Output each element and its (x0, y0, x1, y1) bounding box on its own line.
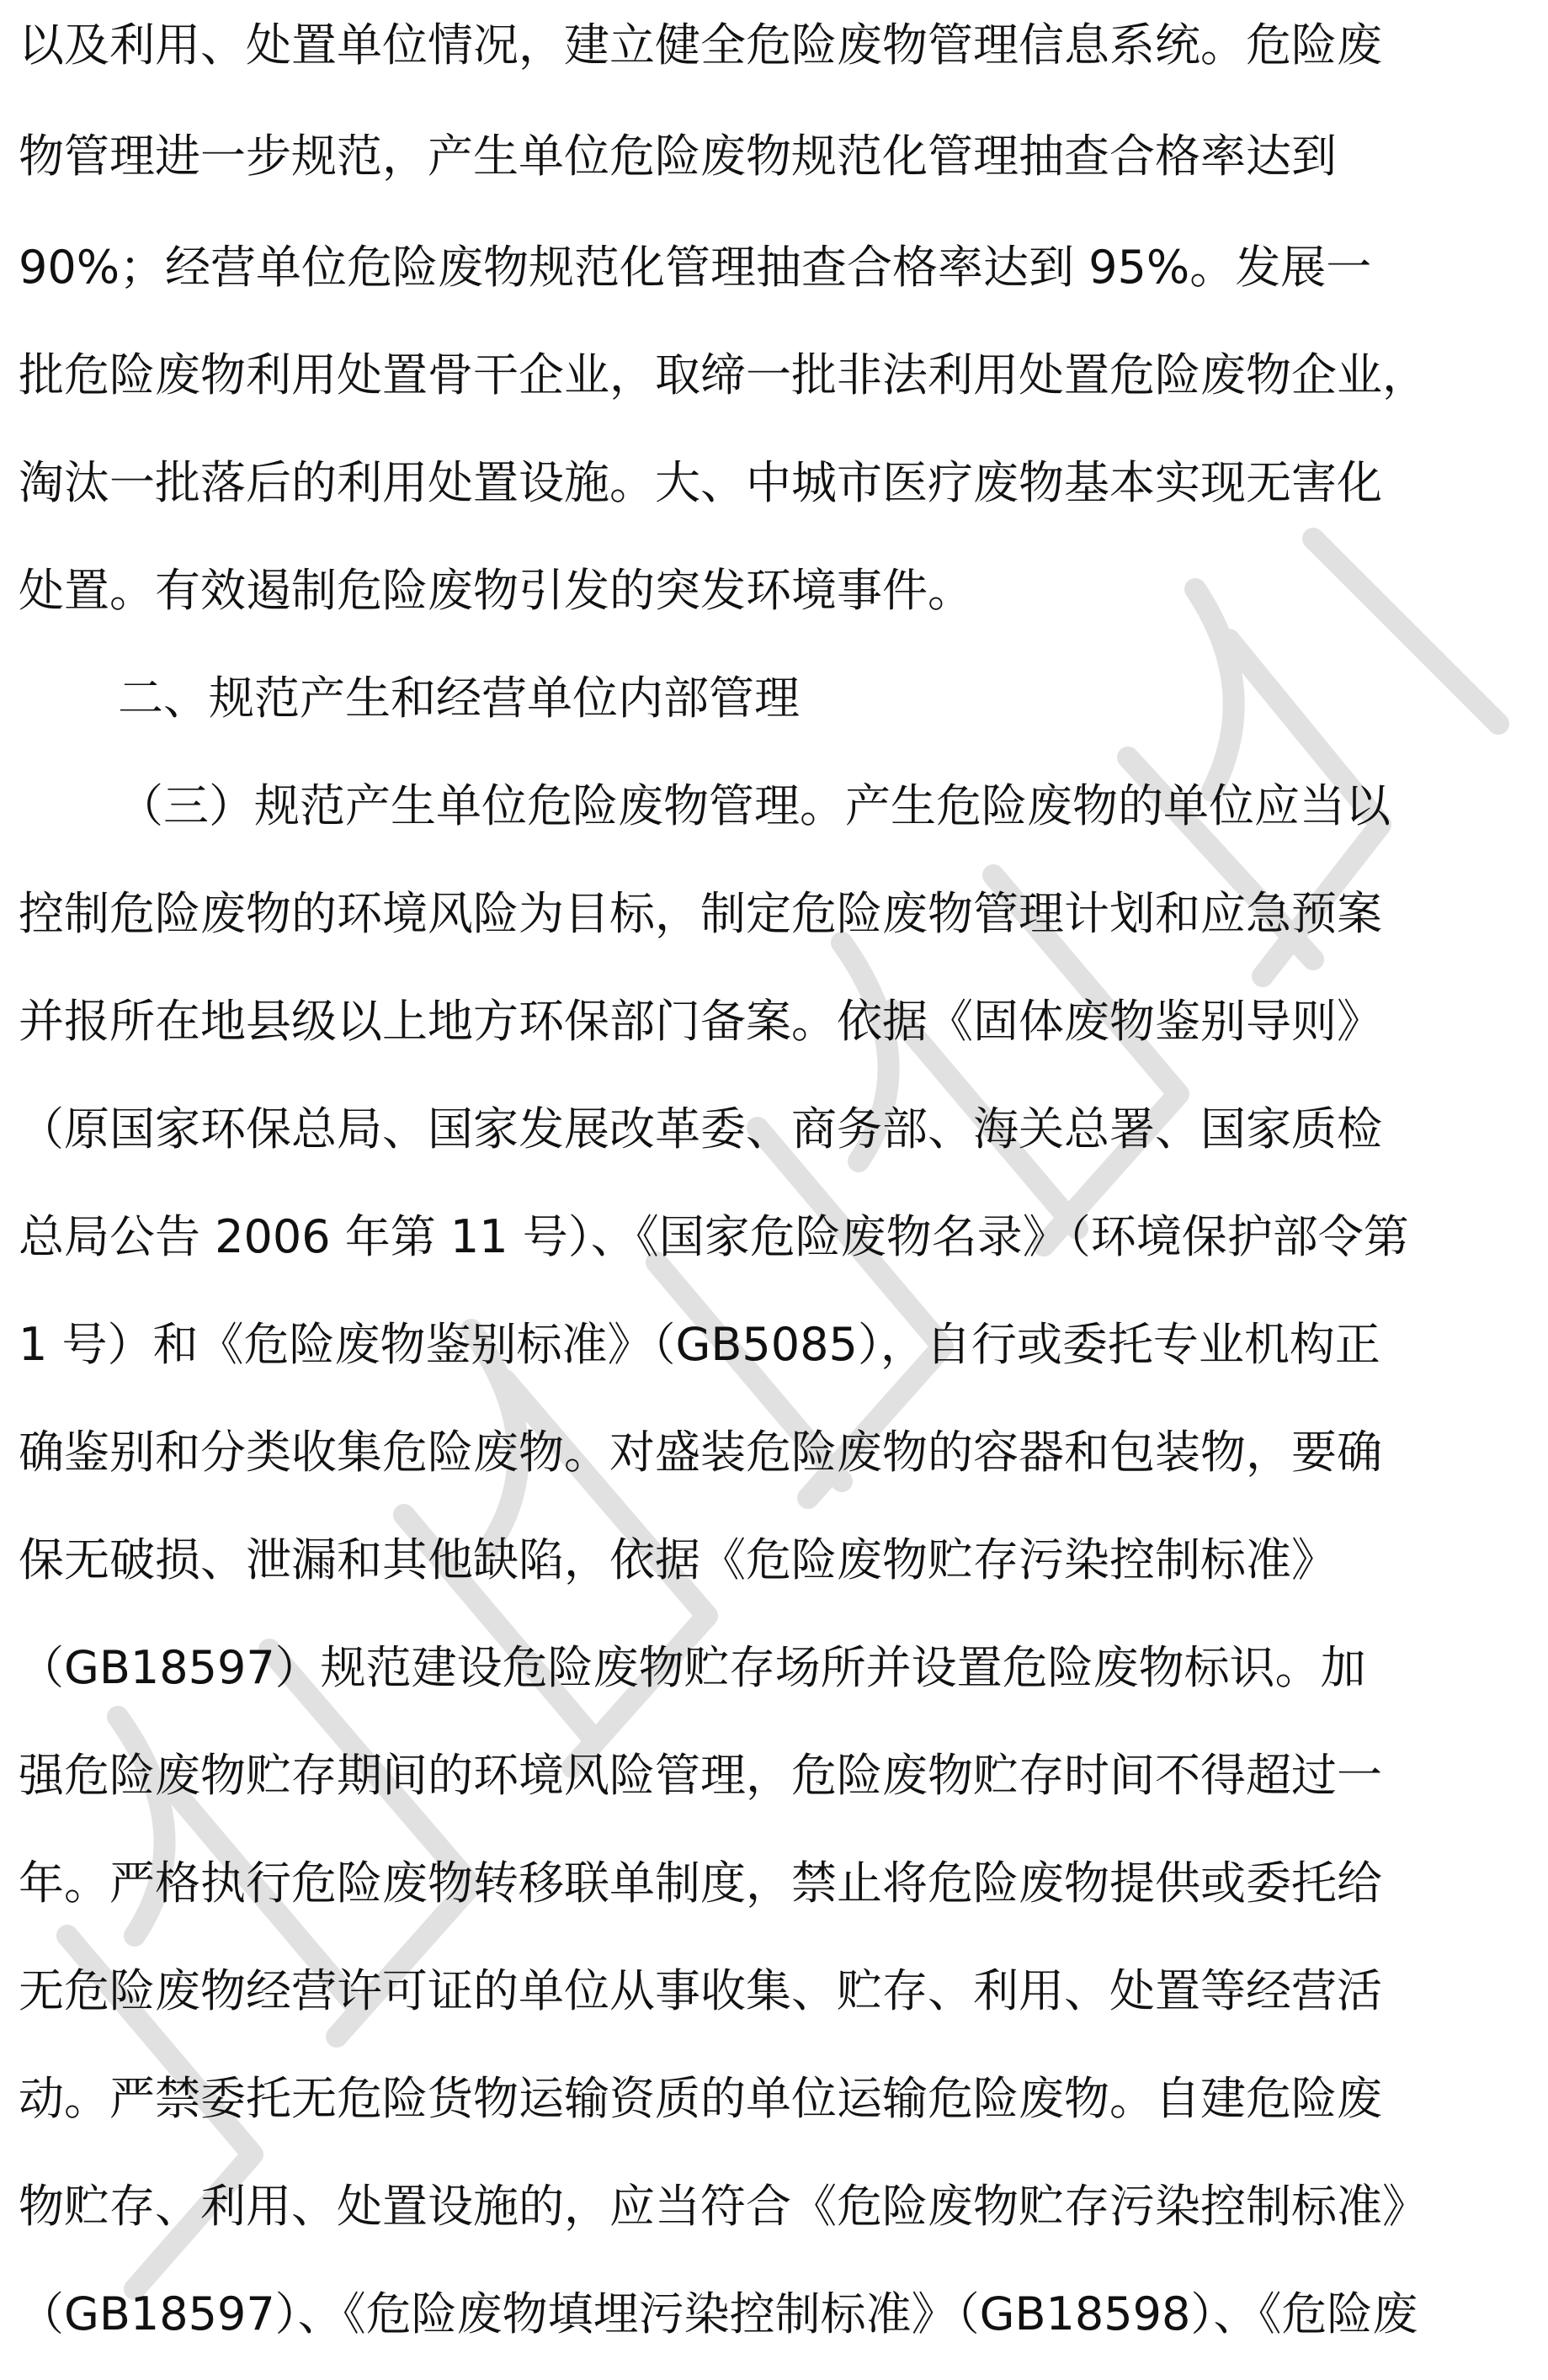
text-line: 总局公告 2006 年第 11 号）、《国家危险废物名录》（环境保护部令第 (19, 1210, 1409, 1263)
text-line: 无危险废物经营许可证的单位从事收集、贮存、利用、处置等经营活 (19, 1964, 1382, 2017)
text-line: 动。严禁委托无危险货物运输资质的单位运输危险废物。自建危险废 (19, 2072, 1382, 2125)
text-line: 物贮存、利用、处置设施的，应当符合《危险废物贮存污染控制标准》 (19, 2180, 1428, 2233)
text-line: 90%；经营单位危险废物规范化管理抽查合格率达到 95%。发展一 (19, 241, 1372, 294)
text-line: 保无破损、泄漏和其他缺陷，依据《危险废物贮存污染控制标准》 (19, 1533, 1337, 1586)
text-line: （GB18597）、《危险废物填埋污染控制标准》（GB18598）、《危险废 (19, 2287, 1418, 2340)
text-line: 1 号）和《危险废物鉴别标准》（GB5085），自行或委托专业机构正 (19, 1318, 1380, 1371)
section-heading: 二、规范产生和经营单位内部管理 (118, 672, 800, 725)
text-line: 控制危险废物的环境风险为目标，制定危险废物管理计划和应急预案 (19, 887, 1382, 940)
text-line: 处置。有效遏制危险废物引发的突发环境事件。 (19, 564, 973, 617)
text-line: 强危险废物贮存期间的环境风险管理，危险废物贮存时间不得超过一 (19, 1749, 1382, 1802)
text-line: 批危险废物利用处置骨干企业，取缔一批非法利用处置危险废物企业， (19, 348, 1428, 401)
paragraph-start: （三）规范产生单位危险废物管理。产生危险废物的单位应当以 (118, 779, 1391, 832)
text-line: 确鉴别和分类收集危险废物。对盛装危险废物的容器和包装物，要确 (19, 1426, 1382, 1479)
text-line: 物管理进一步规范，产生单位危险废物规范化管理抽查合格率达到 (19, 130, 1337, 183)
text-line: 以及利用、处置单位情况，建立健全危险废物管理信息系统。危险废 (19, 19, 1382, 72)
text-line: （GB18597）规范建设危险废物贮存场所并设置危险废物标识。加 (19, 1641, 1366, 1694)
text-line: 并报所在地县级以上地方环保部门备案。依据《固体废物鉴别导则》 (19, 995, 1382, 1048)
text-line: 年。严格执行危险废物转移联单制度，禁止将危险废物提供或委托给 (19, 1857, 1382, 1910)
text-line: 淘汰一批落后的利用处置设施。大、中城市医疗废物基本实现无害化 (19, 456, 1382, 509)
text-line: （原国家环保总局、国家发展改革委、商务部、海关总署、国家质检 (19, 1102, 1382, 1155)
